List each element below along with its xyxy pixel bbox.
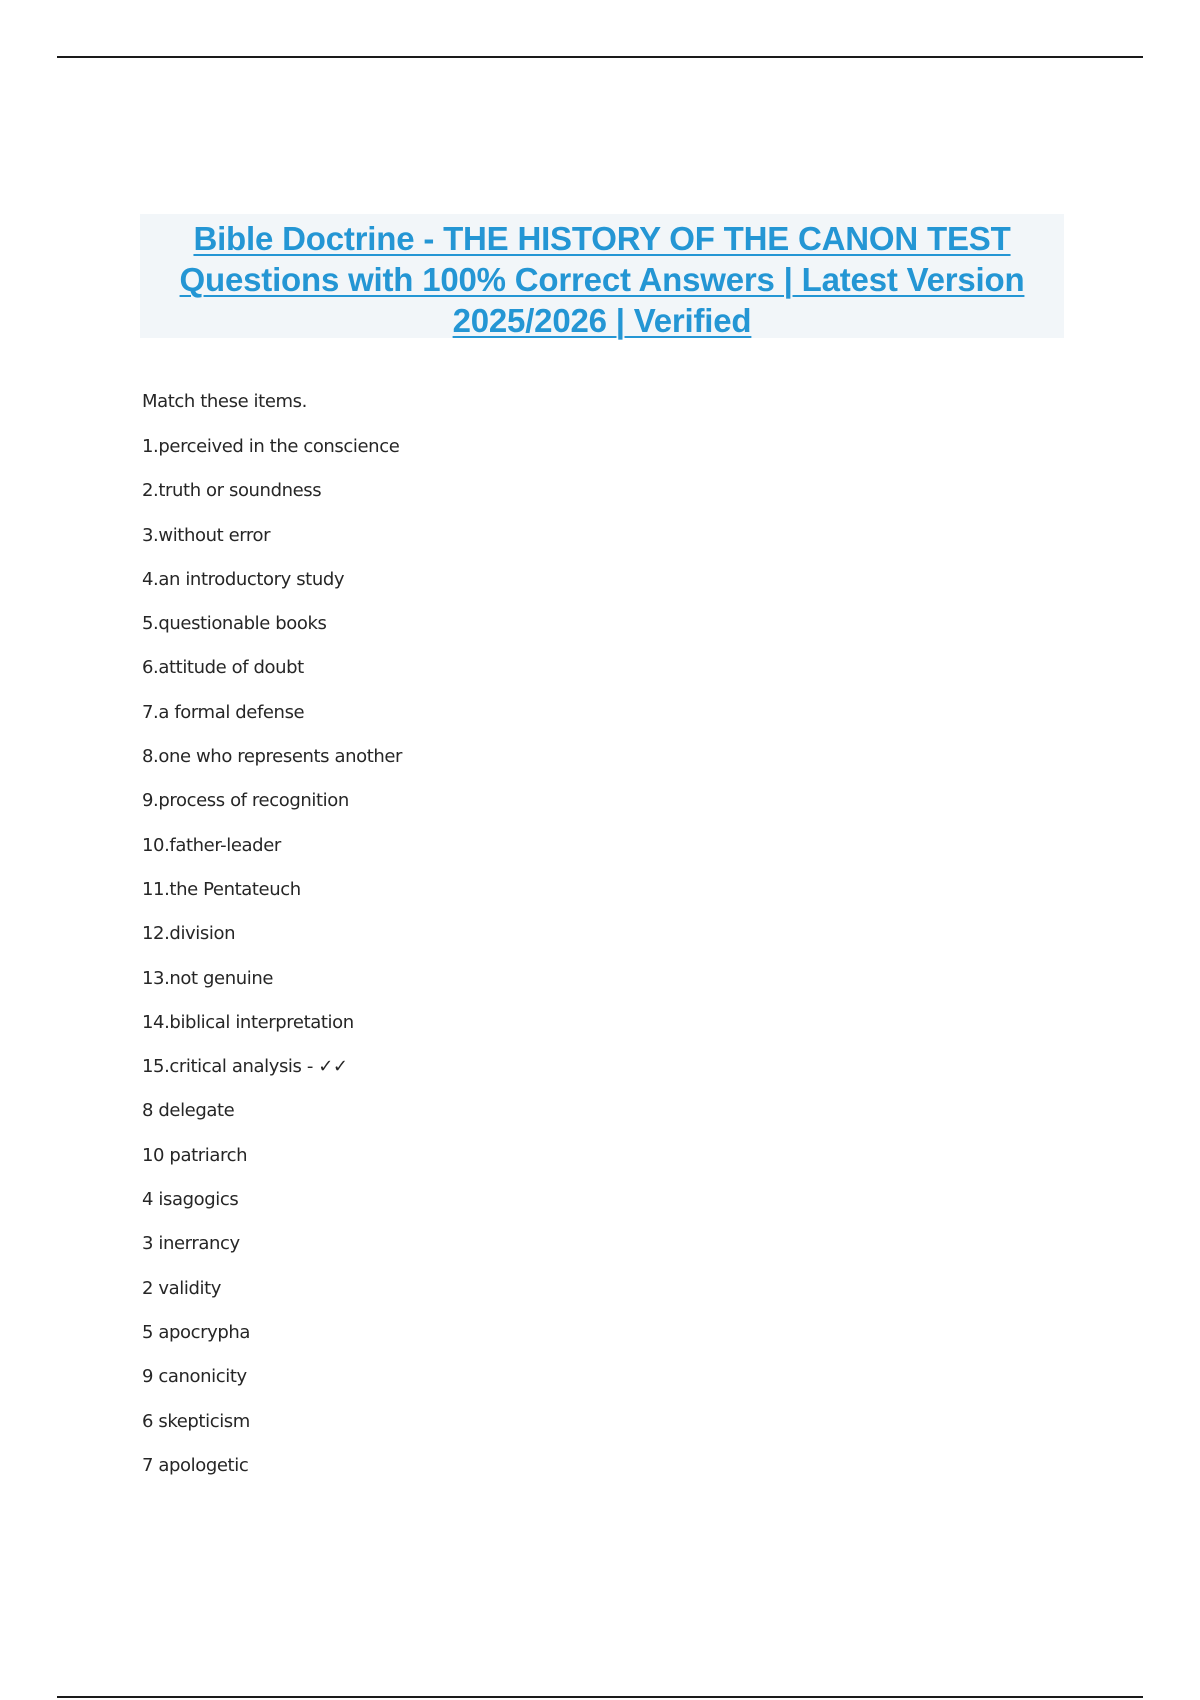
document-body bbox=[142, 380, 1042, 1488]
question-item: 1.perceived in the conscience bbox=[142, 436, 400, 457]
answer-item: 6 skepticism bbox=[142, 1410, 250, 1432]
question-item: 14.biblical interpretation bbox=[142, 1011, 354, 1033]
document-title bbox=[140, 214, 1064, 338]
question-item: 8.one who represents another bbox=[142, 746, 403, 768]
top-rule bbox=[57, 56, 1143, 58]
answer-list bbox=[142, 1089, 1042, 1488]
answer-item: 3 inerrancy bbox=[142, 1233, 240, 1255]
question-item: 12.division bbox=[142, 923, 236, 945]
answer-item: 7 apologetic bbox=[142, 1454, 249, 1476]
answer-item: 5 apocrypha bbox=[142, 1321, 251, 1343]
question-item: 10.father-leader bbox=[142, 834, 281, 856]
intro-text: Match these items. bbox=[142, 391, 307, 412]
question-item: 3.without error bbox=[142, 524, 271, 546]
title-line-2[interactable]: Questions with 100% Correct Answers | Latest Version bbox=[179, 261, 1025, 298]
title-line-3[interactable]: 2025/2026 | Verified bbox=[452, 302, 752, 339]
answer-item: 9 canonicity bbox=[142, 1366, 247, 1388]
question-item: 2.truth or soundness bbox=[142, 480, 322, 502]
question-item: 13.not genuine bbox=[142, 967, 274, 989]
answer-item: 8 delegate bbox=[142, 1100, 235, 1122]
question-item: 5.questionable books bbox=[142, 613, 327, 635]
question-list bbox=[142, 425, 1042, 1089]
answer-item: 10 patriarch bbox=[142, 1144, 248, 1166]
answer-item: 2 validity bbox=[142, 1277, 221, 1299]
question-item: 6.attitude of doubt bbox=[142, 657, 304, 679]
question-item: 15.critical analysis - ✓✓ bbox=[142, 1056, 348, 1078]
title-line-1[interactable]: Bible Doctrine - THE HISTORY OF THE CANON TEST bbox=[193, 220, 1011, 257]
bottom-rule bbox=[57, 1696, 1143, 1698]
answer-item: 4 isagogics bbox=[142, 1189, 239, 1211]
question-item: 4.an introductory study bbox=[142, 568, 345, 590]
question-item: 7.a formal defense bbox=[142, 701, 305, 723]
question-item: 9.process of recognition bbox=[142, 790, 349, 812]
question-item: 11.the Pentateuch bbox=[142, 878, 301, 900]
